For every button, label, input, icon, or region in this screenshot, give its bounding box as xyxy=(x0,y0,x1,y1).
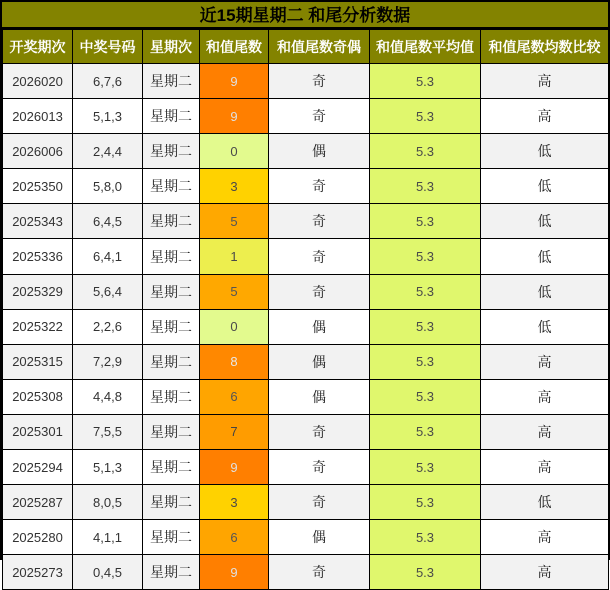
tail-cell: 8 xyxy=(200,344,269,379)
tail-cell: 0 xyxy=(200,134,269,169)
avg-cell: 5.3 xyxy=(370,485,481,520)
tail-cell: 9 xyxy=(200,450,269,485)
tail-cell: 9 xyxy=(200,99,269,134)
week-cell: 星期二 xyxy=(143,344,200,379)
period-cell: 2025343 xyxy=(3,204,73,239)
week-cell: 星期二 xyxy=(143,520,200,555)
tail-cell: 6 xyxy=(200,520,269,555)
analysis-table xyxy=(2,29,609,590)
tail-cell: 1 xyxy=(200,239,269,274)
week-cell: 星期二 xyxy=(143,169,200,204)
parity-cell: 偶 xyxy=(269,309,370,344)
period-cell: 2025301 xyxy=(3,414,73,449)
tail-cell: 5 xyxy=(200,204,269,239)
parity-cell: 奇 xyxy=(269,555,370,590)
table-row xyxy=(3,64,609,99)
table-row xyxy=(3,239,609,274)
compare-cell: 高 xyxy=(481,344,609,379)
numbers-cell: 8,0,5 xyxy=(73,485,143,520)
compare-cell: 高 xyxy=(481,520,609,555)
header-cell-4: 和值尾数奇偶 xyxy=(269,30,370,64)
compare-cell: 低 xyxy=(481,169,609,204)
avg-cell: 5.3 xyxy=(370,239,481,274)
header-cell-0: 开奖期次 xyxy=(3,30,73,64)
week-cell: 星期二 xyxy=(143,204,200,239)
period-cell: 2026020 xyxy=(3,64,73,99)
header-row xyxy=(3,30,609,64)
header-cell-5: 和值尾数平均值 xyxy=(370,30,481,64)
parity-cell: 奇 xyxy=(269,274,370,309)
week-cell: 星期二 xyxy=(143,555,200,590)
tail-cell: 5 xyxy=(200,274,269,309)
avg-cell: 5.3 xyxy=(370,414,481,449)
avg-cell: 5.3 xyxy=(370,450,481,485)
compare-cell: 低 xyxy=(481,274,609,309)
compare-cell: 高 xyxy=(481,379,609,414)
numbers-cell: 5,1,3 xyxy=(73,99,143,134)
table-row xyxy=(3,344,609,379)
week-cell: 星期二 xyxy=(143,274,200,309)
compare-cell: 高 xyxy=(481,414,609,449)
numbers-cell: 2,4,4 xyxy=(73,134,143,169)
parity-cell: 奇 xyxy=(269,169,370,204)
week-cell: 星期二 xyxy=(143,99,200,134)
table-row xyxy=(3,520,609,555)
period-cell: 2025273 xyxy=(3,555,73,590)
table-row xyxy=(3,414,609,449)
tail-cell: 9 xyxy=(200,64,269,99)
numbers-cell: 4,1,1 xyxy=(73,520,143,555)
table-row xyxy=(3,99,609,134)
parity-cell: 奇 xyxy=(269,450,370,485)
parity-cell: 偶 xyxy=(269,344,370,379)
parity-cell: 奇 xyxy=(269,239,370,274)
avg-cell: 5.3 xyxy=(370,169,481,204)
compare-cell: 低 xyxy=(481,204,609,239)
avg-cell: 5.3 xyxy=(370,204,481,239)
table-row xyxy=(3,555,609,590)
table-row xyxy=(3,450,609,485)
tail-cell: 9 xyxy=(200,555,269,590)
numbers-cell: 6,7,6 xyxy=(73,64,143,99)
numbers-cell: 0,4,5 xyxy=(73,555,143,590)
table-row xyxy=(3,379,609,414)
avg-cell: 5.3 xyxy=(370,555,481,590)
table-row xyxy=(3,204,609,239)
parity-cell: 奇 xyxy=(269,414,370,449)
period-cell: 2025280 xyxy=(3,520,73,555)
parity-cell: 奇 xyxy=(269,204,370,239)
numbers-cell: 6,4,5 xyxy=(73,204,143,239)
compare-cell: 高 xyxy=(481,555,609,590)
header-cell-2: 星期次 xyxy=(143,30,200,64)
compare-cell: 低 xyxy=(481,309,609,344)
compare-cell: 高 xyxy=(481,64,609,99)
week-cell: 星期二 xyxy=(143,134,200,169)
week-cell: 星期二 xyxy=(143,485,200,520)
avg-cell: 5.3 xyxy=(370,64,481,99)
tail-cell: 3 xyxy=(200,485,269,520)
period-cell: 2025287 xyxy=(3,485,73,520)
period-cell: 2025322 xyxy=(3,309,73,344)
compare-cell: 低 xyxy=(481,485,609,520)
numbers-cell: 2,2,6 xyxy=(73,309,143,344)
parity-cell: 偶 xyxy=(269,134,370,169)
parity-cell: 奇 xyxy=(269,485,370,520)
numbers-cell: 6,4,1 xyxy=(73,239,143,274)
tail-cell: 7 xyxy=(200,414,269,449)
tail-cell: 3 xyxy=(200,169,269,204)
numbers-cell: 5,8,0 xyxy=(73,169,143,204)
parity-cell: 偶 xyxy=(269,520,370,555)
table-row xyxy=(3,274,609,309)
parity-cell: 奇 xyxy=(269,64,370,99)
period-cell: 2025329 xyxy=(3,274,73,309)
table-title: 近15期星期二 和尾分析数据 xyxy=(2,2,608,29)
compare-cell: 低 xyxy=(481,134,609,169)
avg-cell: 5.3 xyxy=(370,309,481,344)
header-cell-3: 和值尾数 xyxy=(200,30,269,64)
parity-cell: 偶 xyxy=(269,379,370,414)
parity-cell: 奇 xyxy=(269,99,370,134)
header-cell-6: 和值尾数均数比较 xyxy=(481,30,609,64)
avg-cell: 5.3 xyxy=(370,344,481,379)
avg-cell: 5.3 xyxy=(370,99,481,134)
week-cell: 星期二 xyxy=(143,309,200,344)
period-cell: 2025294 xyxy=(3,450,73,485)
table-body xyxy=(3,64,609,590)
period-cell: 2025308 xyxy=(3,379,73,414)
tail-cell: 0 xyxy=(200,309,269,344)
table-row xyxy=(3,169,609,204)
avg-cell: 5.3 xyxy=(370,274,481,309)
period-cell: 2025336 xyxy=(3,239,73,274)
numbers-cell: 7,2,9 xyxy=(73,344,143,379)
table-row xyxy=(3,485,609,520)
table-row xyxy=(3,309,609,344)
avg-cell: 5.3 xyxy=(370,134,481,169)
compare-cell: 低 xyxy=(481,239,609,274)
period-cell: 2026013 xyxy=(3,99,73,134)
compare-cell: 高 xyxy=(481,99,609,134)
numbers-cell: 7,5,5 xyxy=(73,414,143,449)
compare-cell: 高 xyxy=(481,450,609,485)
tail-cell: 6 xyxy=(200,379,269,414)
avg-cell: 5.3 xyxy=(370,520,481,555)
week-cell: 星期二 xyxy=(143,64,200,99)
week-cell: 星期二 xyxy=(143,379,200,414)
header-cell-1: 中奖号码 xyxy=(73,30,143,64)
period-cell: 2025315 xyxy=(3,344,73,379)
table-row xyxy=(3,134,609,169)
week-cell: 星期二 xyxy=(143,239,200,274)
period-cell: 2026006 xyxy=(3,134,73,169)
avg-cell: 5.3 xyxy=(370,379,481,414)
numbers-cell: 5,1,3 xyxy=(73,450,143,485)
week-cell: 星期二 xyxy=(143,414,200,449)
period-cell: 2025350 xyxy=(3,169,73,204)
numbers-cell: 5,6,4 xyxy=(73,274,143,309)
week-cell: 星期二 xyxy=(143,450,200,485)
numbers-cell: 4,4,8 xyxy=(73,379,143,414)
